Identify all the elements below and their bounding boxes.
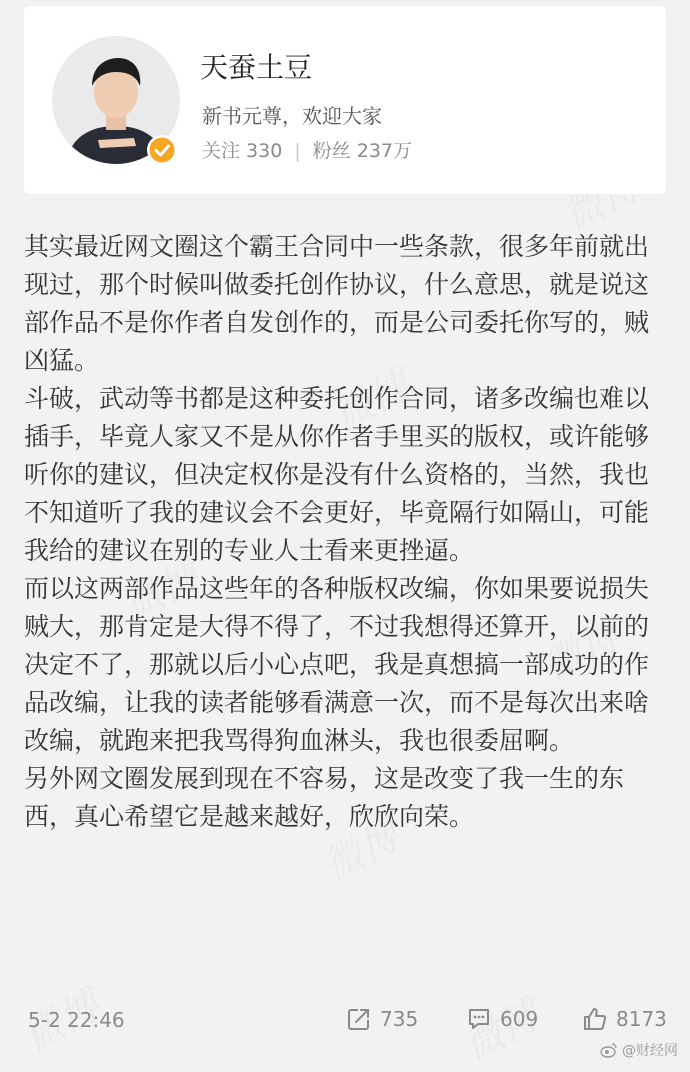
- verified-badge-icon: [146, 134, 178, 166]
- source-watermark: [600, 1040, 678, 1060]
- comment-button[interactable]: [466, 1006, 538, 1032]
- share-icon: [346, 1006, 372, 1032]
- weibo-logo-icon: [600, 1042, 618, 1058]
- post-timestamp: 5-2 22:46: [28, 1008, 125, 1032]
- repost-count: 735: [380, 1007, 419, 1031]
- like-button[interactable]: [582, 1006, 667, 1032]
- thumbs-up-icon: [582, 1006, 608, 1032]
- post-paragraph: 其实最近网文圈这个霸王合同中一些条款，很多年前就出现过，那个时候叫做委托创作协议，什么意思，就是说这部作品不是你作者自发创作的，而是公司委托你写的，贼凶猛。: [24, 232, 650, 375]
- profile-card: [24, 6, 666, 194]
- post-paragraph: 斗破，武动等书都是这种委托创作合同，诸多改编也难以插手，毕竟人家又不是从你作者手里买的版权，或许能够听你的建议，但决定权你是没有什么资格的，当然，我也不知道听了我的建议会不会更好，毕竟隔行如隔山，可能我给的建议在别的专业人士看来更挫逼。: [24, 384, 650, 565]
- source-watermark-text: @财经网: [622, 1043, 678, 1059]
- post-body: [24, 228, 668, 836]
- profile-stats: [202, 136, 412, 163]
- post-paragraph: 另外网文圈发展到现在不容易，这是改变了我一生的东西，真心希望它是越来越好，欣欣向荣。: [24, 764, 625, 831]
- post-paragraph: 而以这两部作品这些年的各种版权改编，你如果要说损失贼大，那肯定是大得不得了，不过我想得还算开，以前的决定不了，那就以后小心点吧，我是真想搞一部成功的作品改编，让我的读者能够看满意一次，而不是每次出来啥改编，就跑来把我骂得狗血淋头，我也很委屈啊。: [24, 574, 650, 755]
- like-count: 8173: [616, 1007, 667, 1031]
- stats-separator: |: [294, 140, 301, 162]
- comment-icon: [466, 1006, 492, 1032]
- post-footer: [24, 1004, 666, 1040]
- followers-count[interactable]: 粉丝 237万: [312, 140, 413, 162]
- following-count[interactable]: 关注 330: [202, 140, 283, 162]
- repost-button[interactable]: [346, 1006, 418, 1032]
- comment-count: 609: [500, 1007, 539, 1031]
- profile-bio: 新书元尊，欢迎大家: [202, 104, 382, 128]
- profile-name[interactable]: 天蚕土豆: [200, 51, 313, 84]
